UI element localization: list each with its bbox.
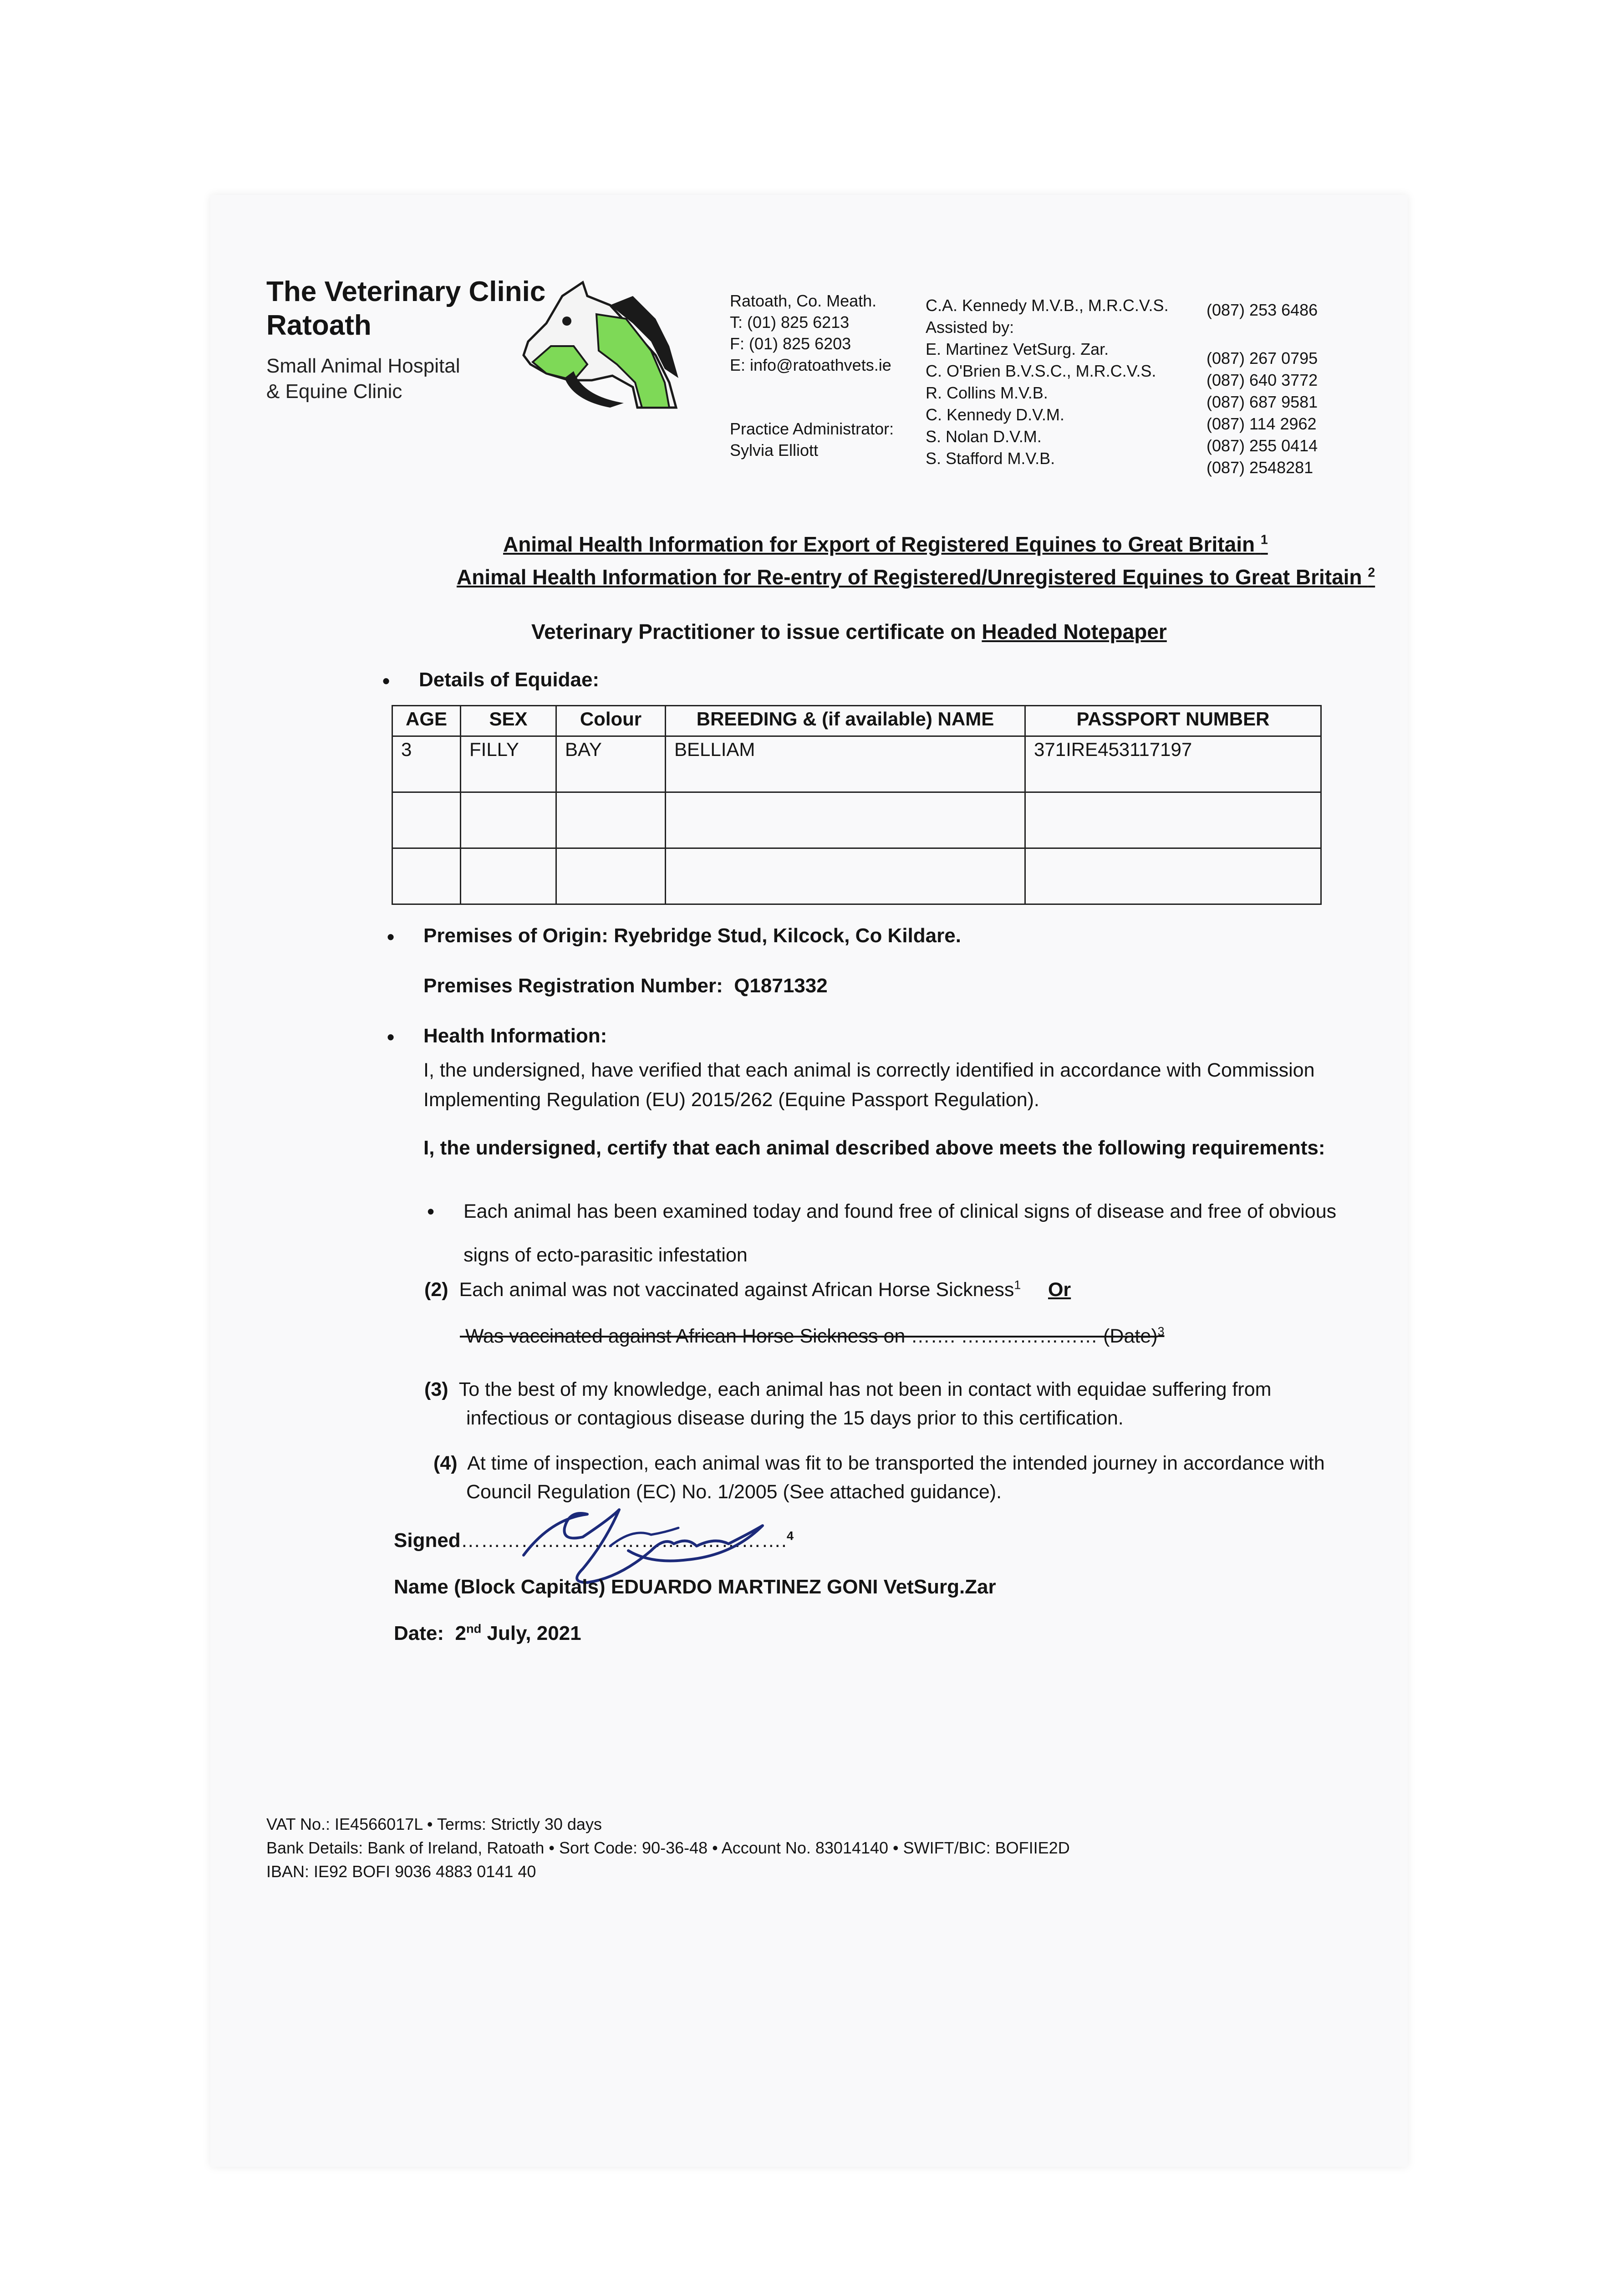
staff-phone: (087) 114 2962 (1207, 414, 1317, 433)
table-cell: BAY (556, 736, 666, 792)
clinic-subtitle: Small Animal Hospital & Equine Clinic (266, 355, 460, 403)
issuing-instruction: Veterinary Practitioner to issue certificate on Headed Notepaper (531, 620, 1167, 643)
table-cell (392, 848, 461, 904)
table-cell (461, 848, 556, 904)
equidae-heading: • Details of Equidae: (419, 669, 599, 691)
footnote-marker: 2 (1368, 565, 1375, 580)
equidae-table (392, 705, 1322, 905)
table-row (392, 736, 1321, 792)
table-cell (556, 792, 666, 848)
column-header: AGE (392, 706, 461, 736)
table-row (392, 792, 1321, 848)
table-cell (666, 848, 1025, 904)
requirement-4: (4) At time of inspection, each animal was fit to be transported the intended journey in accordance with Council Regulation (EC) No. 1/2005 (See attached guidance). (433, 1452, 1325, 1503)
footnote-marker: 1 (1014, 1278, 1021, 1292)
clinic-name: The Veterinary Clinic Ratoath (266, 276, 546, 341)
staff-name: R. Collins M.V.B. (926, 383, 1048, 402)
requirement-2-alternative: Was vaccinated against African Horse Sickness on ……. ………………… (Date)$^3$ (465, 1324, 1165, 1347)
practice-administrator: Practice Administrator: Sylvia Elliott (730, 419, 894, 459)
horse-head-logo (519, 278, 701, 410)
document-title-reentry: Animal Health Information for Re-entry of Registered/Unregistered Equines to Great Britain $^2$ (457, 565, 1375, 589)
staff-phone: (087) 687 9581 (1207, 393, 1318, 411)
table-header-row (392, 706, 1321, 736)
staff-name: C. Kennedy D.V.M. (926, 405, 1064, 424)
staff-name: S. Nolan D.V.M. (926, 427, 1042, 446)
column-header: BREEDING & (if available) NAME (666, 706, 1025, 736)
footnote-marker: 1 (1260, 532, 1268, 547)
table-cell (556, 848, 666, 904)
table-cell: 3 (392, 736, 461, 792)
requirement-3: (3) To the best of my knowledge, each animal has not been in contact with equidae suffering from infectious or contagious disease during the 15 days prior to this certification. (424, 1378, 1272, 1429)
certification-statement: I, the undersigned, certify that each animal described above meets the following requirements: (423, 1137, 1325, 1159)
requirement-1: • Each animal has been examined today and found free of clinical signs of disease and free of obvious signs of ecto-parasitic infestation (463, 1189, 1336, 1278)
column-header: Colour (556, 706, 666, 736)
table-cell: BELLIAM (666, 736, 1025, 792)
staff-name: E. Martinez VetSurg. Zar. (926, 340, 1109, 358)
staff-name: C. O'Brien B.V.S.C., M.R.C.V.S. (926, 362, 1156, 380)
handwritten-signature (514, 1501, 769, 1587)
signed-line: Signed………………………………………….$^4$ (394, 1528, 794, 1552)
table-row (392, 848, 1321, 904)
staff-phone-list (1207, 299, 1318, 479)
table-cell (1025, 792, 1321, 848)
clinic-address: Ratoath, Co. Meath. T: (01) 825 6213 F: (01) 825 6203 E: info@ratoathvets.ie (730, 291, 891, 374)
staff-name: S. Stafford M.V.B. (926, 449, 1055, 468)
footer-bank-details: VAT No.: IE4566017L • Terms: Strictly 30 days Bank Details: Bank of Ireland, Ratoath • Sort Code: 90-36-48 • Account No. 83014140 • SWIFT/BIC: BOFIIE2D IBAN: IE92 BOFI 9036 4883 0141 40 (266, 1815, 1070, 1881)
staff-phone: (087) 253 6486 (1207, 301, 1318, 319)
staff-list (926, 295, 1169, 470)
column-header: PASSPORT NUMBER (1025, 706, 1321, 736)
staff-phone: (087) 267 0795 (1207, 349, 1318, 368)
staff-name: Assisted by: (926, 318, 1014, 337)
health-heading: • Health Information: (423, 1025, 607, 1047)
table-cell (1025, 848, 1321, 904)
staff-phone: (087) 640 3772 (1207, 371, 1318, 389)
document-title-export: Animal Health Information for Export of Registered Equines to Great Britain $^1$ (503, 532, 1268, 556)
staff-phone: (087) 2548281 (1207, 458, 1313, 477)
table-cell (461, 792, 556, 848)
requirement-2: (2) Each animal was not vaccinated against African Horse Sickness$^1$ Or (424, 1278, 1071, 1301)
certificate-date: Date: 2nd July, 2021 (394, 1621, 581, 1644)
footnote-marker: 4 (786, 1528, 794, 1543)
or-option: Or (1048, 1279, 1071, 1301)
signatory-name: Name (Block Capitals) EDUARDO MARTINEZ GONI VetSurg.Zar (394, 1576, 996, 1598)
footnote-marker: 3 (1157, 1324, 1165, 1338)
table-cell: 371IRE453117197 (1025, 736, 1321, 792)
column-header: SEX (461, 706, 556, 736)
staff-name: C.A. Kennedy M.V.B., M.R.C.V.S. (926, 296, 1169, 315)
staff-phone (1207, 321, 1318, 347)
table-cell (392, 792, 461, 848)
premises-of-origin: • Premises of Origin: Ryebridge Stud, Kilcock, Co Kildare. (423, 924, 961, 947)
table-cell (666, 792, 1025, 848)
verification-statement: I, the undersigned, have verified that each animal is correctly identified in accordance with Commission Implementing Regulation (EU) 2015/262 (Equine Passport Regulation). (423, 1059, 1315, 1111)
table-cell: FILLY (461, 736, 556, 792)
premises-registration: Premises Registration Number: Q1871332 (423, 975, 828, 997)
staff-phone: (087) 255 0414 (1207, 436, 1318, 455)
